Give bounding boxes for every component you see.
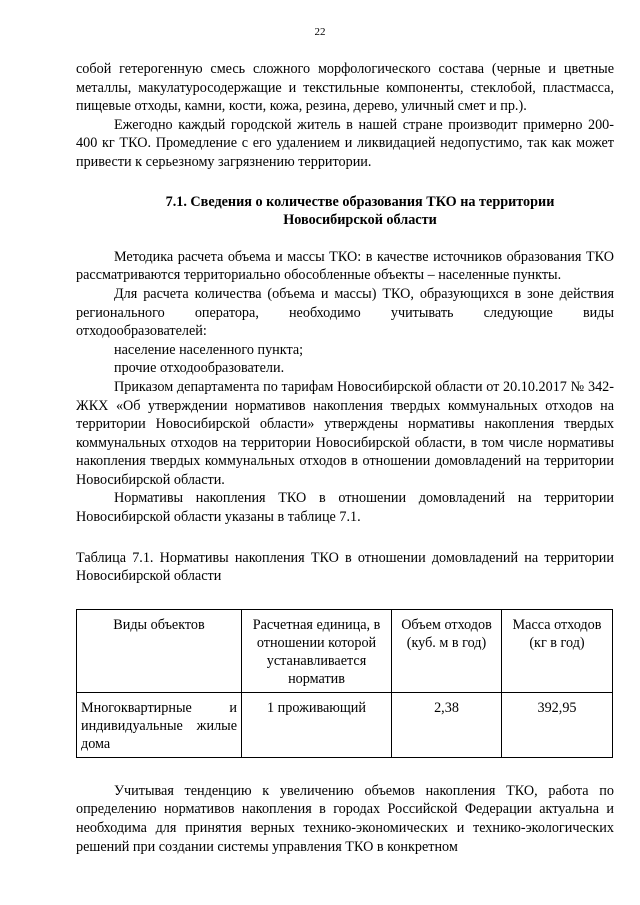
- norms-table: [76, 609, 613, 758]
- paragraph: Учитывая тенденцию к увеличению объемов накопления ТКО, работа по определению нормативов накопления в городах Российской Федерации актуальна и необходима для принятия верных технико-экономических и технико-экологических решений при создании системы управления ТКО в конкретном: [76, 782, 614, 855]
- paragraph: собой гетерогенную смесь сложного морфологического состава (черные и цветные металлы, макулатуросодержащие и текстильные компоненты, стеклобой, пластмасса, пищевые отходы, камни, кости, кожа, резина, дерево, уличный смет и пр.).: [76, 61, 614, 115]
- table-cell: 2,38: [392, 692, 502, 757]
- table-header-cell: Объем отходов (куб. м в год): [392, 609, 502, 692]
- table-caption: Таблица 7.1. Нормативы накопления ТКО в отношении домовладений на территории Новосибирской области: [76, 549, 614, 585]
- paragraph: Приказом департамента по тарифам Новосибирской области от 20.10.2017 № 342-ЖКХ «Об утверждении нормативов накопления твердых коммунальных отходов на территории Новосибирской области» утверждены нормативы накопления твердых коммунальных отходов на территории Новосибирской области, в том числе нормативы накопления твердых коммунальных отходов в отношении домовладений на территории Новосибирской области.: [76, 378, 614, 488]
- page-number: 22: [314, 26, 326, 38]
- paragraph: Для расчета количества (объема и массы) ТКО, образующихся в зоне действия регионального оператора, необходимо учитывать следующие виды отходообразователей:: [76, 285, 614, 340]
- list-item: прочие отходообразователи.: [114, 360, 285, 377]
- paragraph: Нормативы накопления ТКО в отношении домовладений на территории Новосибирской области указаны в таблице 7.1.: [76, 490, 614, 526]
- table-header-cell: Масса отходов (кг в год): [502, 609, 613, 692]
- list-item: население населенного пункта;: [114, 341, 304, 358]
- section-heading: 7.1. Сведения о количестве образования ТКО на территории Новосибирской области: [165, 193, 555, 229]
- paragraph: Ежегодно каждый городской житель в нашей стране производит примерно 200-400 кг ТКО. Промедление с его удалением и ликвидацией недопустимо, так как может привести к серьезному загрязнению территории.: [76, 116, 614, 170]
- paragraph: Методика расчета объема и массы ТКО: в качестве источников образования ТКО рассматриваются территориально обособленные объекты – населенные пункты.: [76, 248, 614, 284]
- table-cell: 1 проживающий: [242, 692, 392, 757]
- document-body: [76, 60, 614, 856]
- table-cell: 392,95: [502, 692, 613, 757]
- table-row: [77, 692, 613, 757]
- table-cell: Многоквартирные и индивидуальные жилые дома: [77, 692, 242, 757]
- table-header-row: [77, 609, 613, 692]
- table-header-cell: Виды объектов: [77, 609, 242, 692]
- table-header-cell: Расчетная единица, в отношении которой устанавливается норматив: [242, 609, 392, 692]
